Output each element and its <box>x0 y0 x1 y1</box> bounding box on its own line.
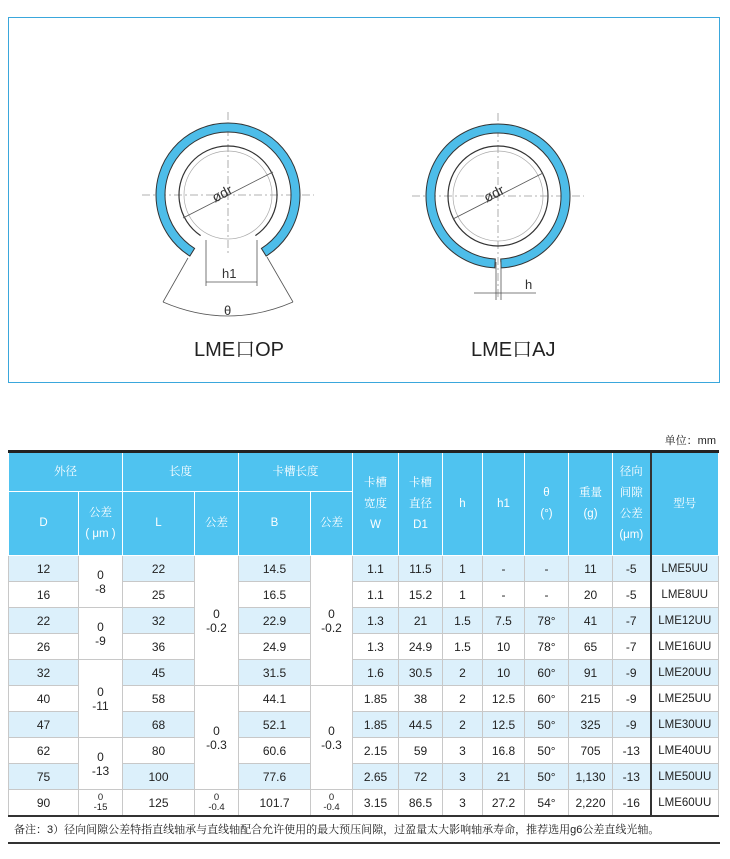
cell-clearance: -7 <box>613 634 651 660</box>
spec-table <box>8 450 719 817</box>
cell-theta: 78° <box>525 634 569 660</box>
table-row <box>9 790 719 817</box>
header-h: h <box>443 452 483 556</box>
cell-theta: - <box>525 582 569 608</box>
cell-h1: 12.5 <box>483 712 525 738</box>
cell-D-tolerance: 0 -15 <box>79 790 123 817</box>
table-row <box>9 738 719 764</box>
cell-D: 47 <box>9 712 79 738</box>
cell-L-tolerance: 0 -0.3 <box>195 686 239 790</box>
header-D-tol: 公差 ( μm ) <box>79 492 123 556</box>
dr-label: ødr <box>480 181 507 206</box>
cell-D: 22 <box>9 608 79 634</box>
cell-D: 26 <box>9 634 79 660</box>
cell-weight: 41 <box>569 608 613 634</box>
cell-W: 1.6 <box>353 660 399 686</box>
header-L-tol: 公差 <box>195 492 239 556</box>
header-B: B <box>239 492 311 556</box>
cell-D1: 44.5 <box>399 712 443 738</box>
cell-theta: 50° <box>525 738 569 764</box>
cell-h: 3 <box>443 738 483 764</box>
cell-clearance: -7 <box>613 608 651 634</box>
cell-B: 22.9 <box>239 608 311 634</box>
cell-D-tolerance: 0 -9 <box>79 608 123 660</box>
cell-W: 2.65 <box>353 764 399 790</box>
cell-weight: 705 <box>569 738 613 764</box>
cell-D1: 24.9 <box>399 634 443 660</box>
cell-h: 1.5 <box>443 634 483 660</box>
header-weight: 重量 (g) <box>569 452 613 556</box>
cell-theta: 54° <box>525 790 569 817</box>
cell-D1: 21 <box>399 608 443 634</box>
cell-clearance: -13 <box>613 764 651 790</box>
cell-D: 40 <box>9 686 79 712</box>
cell-weight: 1,130 <box>569 764 613 790</box>
cell-h1: - <box>483 556 525 582</box>
cell-theta: 78° <box>525 608 569 634</box>
table-row <box>9 556 719 582</box>
cell-D: 62 <box>9 738 79 764</box>
header-h1: h1 <box>483 452 525 556</box>
cell-B-tolerance: 0 -0.2 <box>311 556 353 686</box>
cell-B: 60.6 <box>239 738 311 764</box>
cell-D1: 86.5 <box>399 790 443 817</box>
cell-weight: 215 <box>569 686 613 712</box>
cell-D: 12 <box>9 556 79 582</box>
cell-h: 2 <box>443 686 483 712</box>
cell-weight: 91 <box>569 660 613 686</box>
cell-h: 1 <box>443 556 483 582</box>
cell-D-tolerance: 0 -13 <box>79 738 123 790</box>
cell-B: 31.5 <box>239 660 311 686</box>
cell-model: LME30UU <box>651 712 719 738</box>
cell-weight: 65 <box>569 634 613 660</box>
header-groove-width: 卡槽 宽度 W <box>353 452 399 556</box>
cell-clearance: -9 <box>613 660 651 686</box>
cell-clearance: -9 <box>613 686 651 712</box>
aj-type-diagram <box>412 113 584 300</box>
cell-D1: 15.2 <box>399 582 443 608</box>
cell-B: 101.7 <box>239 790 311 817</box>
cell-D1: 11.5 <box>399 556 443 582</box>
cell-model: LME20UU <box>651 660 719 686</box>
cell-weight: 11 <box>569 556 613 582</box>
cell-h1: 12.5 <box>483 686 525 712</box>
footnote: 备注：3）径向间隙公差特指直线轴承与直线轴配合允许使用的最大预压间隙，过盈量太大影响轴承寿命，推荐选用g6公差直线光轴。 <box>14 824 660 836</box>
header-model: 型号 <box>651 452 719 556</box>
cell-h1: - <box>483 582 525 608</box>
cell-B: 44.1 <box>239 686 311 712</box>
unit-label: 单位：mm <box>664 435 716 447</box>
table-row <box>9 608 719 634</box>
theta-label: θ <box>224 303 232 318</box>
cell-B: 24.9 <box>239 634 311 660</box>
cell-h: 1 <box>443 582 483 608</box>
cell-B: 77.6 <box>239 764 311 790</box>
cell-W: 1.1 <box>353 556 399 582</box>
cell-W: 1.3 <box>353 634 399 660</box>
cell-model: LME60UU <box>651 790 719 817</box>
aj-caption: LME口AJ <box>471 339 556 361</box>
cell-D: 90 <box>9 790 79 817</box>
h-label: h <box>525 277 533 292</box>
cell-h1: 16.8 <box>483 738 525 764</box>
cell-L: 80 <box>123 738 195 764</box>
cell-B-tolerance: 0 -0.4 <box>311 790 353 817</box>
cell-clearance: -13 <box>613 738 651 764</box>
cell-D1: 59 <box>399 738 443 764</box>
header-L: L <box>123 492 195 556</box>
cell-model: LME8UU <box>651 582 719 608</box>
op-type-diagram <box>142 112 314 318</box>
header-B-tol: 公差 <box>311 492 353 556</box>
cell-h: 3 <box>443 764 483 790</box>
op-caption: LME口OP <box>194 339 285 361</box>
cell-clearance: -9 <box>613 712 651 738</box>
cell-weight: 20 <box>569 582 613 608</box>
cell-D: 16 <box>9 582 79 608</box>
cell-h: 2 <box>443 712 483 738</box>
bearing-diagrams <box>0 0 730 400</box>
cell-clearance: -16 <box>613 790 651 817</box>
cell-theta: 50° <box>525 712 569 738</box>
cell-h1: 27.2 <box>483 790 525 817</box>
cell-W: 2.15 <box>353 738 399 764</box>
cell-h: 1.5 <box>443 608 483 634</box>
cell-B: 16.5 <box>239 582 311 608</box>
cell-L: 36 <box>123 634 195 660</box>
table-row <box>9 660 719 686</box>
cell-W: 3.15 <box>353 790 399 817</box>
cell-D1: 72 <box>399 764 443 790</box>
cell-L: 125 <box>123 790 195 817</box>
cell-h: 2 <box>443 660 483 686</box>
cell-model: LME12UU <box>651 608 719 634</box>
cell-L: 22 <box>123 556 195 582</box>
cell-h1: 10 <box>483 634 525 660</box>
header-clearance: 径向 间隙 公差 (μm) <box>613 452 651 556</box>
cell-D-tolerance: 0 -11 <box>79 660 123 738</box>
cell-D1: 38 <box>399 686 443 712</box>
cell-D1: 30.5 <box>399 660 443 686</box>
cell-W: 1.85 <box>353 686 399 712</box>
cell-L: 100 <box>123 764 195 790</box>
cell-L: 45 <box>123 660 195 686</box>
header-length: 长度 <box>123 452 239 492</box>
cell-W: 1.3 <box>353 608 399 634</box>
cell-clearance: -5 <box>613 582 651 608</box>
cell-weight: 325 <box>569 712 613 738</box>
cell-h: 3 <box>443 790 483 817</box>
cell-W: 1.1 <box>353 582 399 608</box>
cell-L: 25 <box>123 582 195 608</box>
cell-model: LME40UU <box>651 738 719 764</box>
header-outer-dia: 外径 <box>9 452 123 492</box>
cell-L: 68 <box>123 712 195 738</box>
header-groove-dia: 卡槽 直径 D1 <box>399 452 443 556</box>
cell-theta: 60° <box>525 686 569 712</box>
cell-h1: 21 <box>483 764 525 790</box>
cell-B: 52.1 <box>239 712 311 738</box>
header-groove-length: 卡槽长度 <box>239 452 353 492</box>
cell-L-tolerance: 0 -0.2 <box>195 556 239 686</box>
cell-L-tolerance: 0 -0.4 <box>195 790 239 817</box>
cell-weight: 2,220 <box>569 790 613 817</box>
cell-D: 75 <box>9 764 79 790</box>
header-D: D <box>9 492 79 556</box>
cell-model: LME5UU <box>651 556 719 582</box>
cell-theta: 50° <box>525 764 569 790</box>
cell-L: 58 <box>123 686 195 712</box>
cell-theta: - <box>525 556 569 582</box>
cell-B: 14.5 <box>239 556 311 582</box>
cell-h1: 7.5 <box>483 608 525 634</box>
header-theta: θ (°) <box>525 452 569 556</box>
cell-model: LME50UU <box>651 764 719 790</box>
cell-W: 1.85 <box>353 712 399 738</box>
cell-B-tolerance: 0 -0.3 <box>311 686 353 790</box>
cell-model: LME25UU <box>651 686 719 712</box>
dr-label: ødr <box>209 181 236 206</box>
cell-D-tolerance: 0 -8 <box>79 556 123 608</box>
divider <box>8 842 720 844</box>
cell-theta: 60° <box>525 660 569 686</box>
cell-h1: 10 <box>483 660 525 686</box>
h1-label: h1 <box>222 266 237 281</box>
cell-model: LME16UU <box>651 634 719 660</box>
cell-L: 32 <box>123 608 195 634</box>
cell-D: 32 <box>9 660 79 686</box>
cell-clearance: -5 <box>613 556 651 582</box>
